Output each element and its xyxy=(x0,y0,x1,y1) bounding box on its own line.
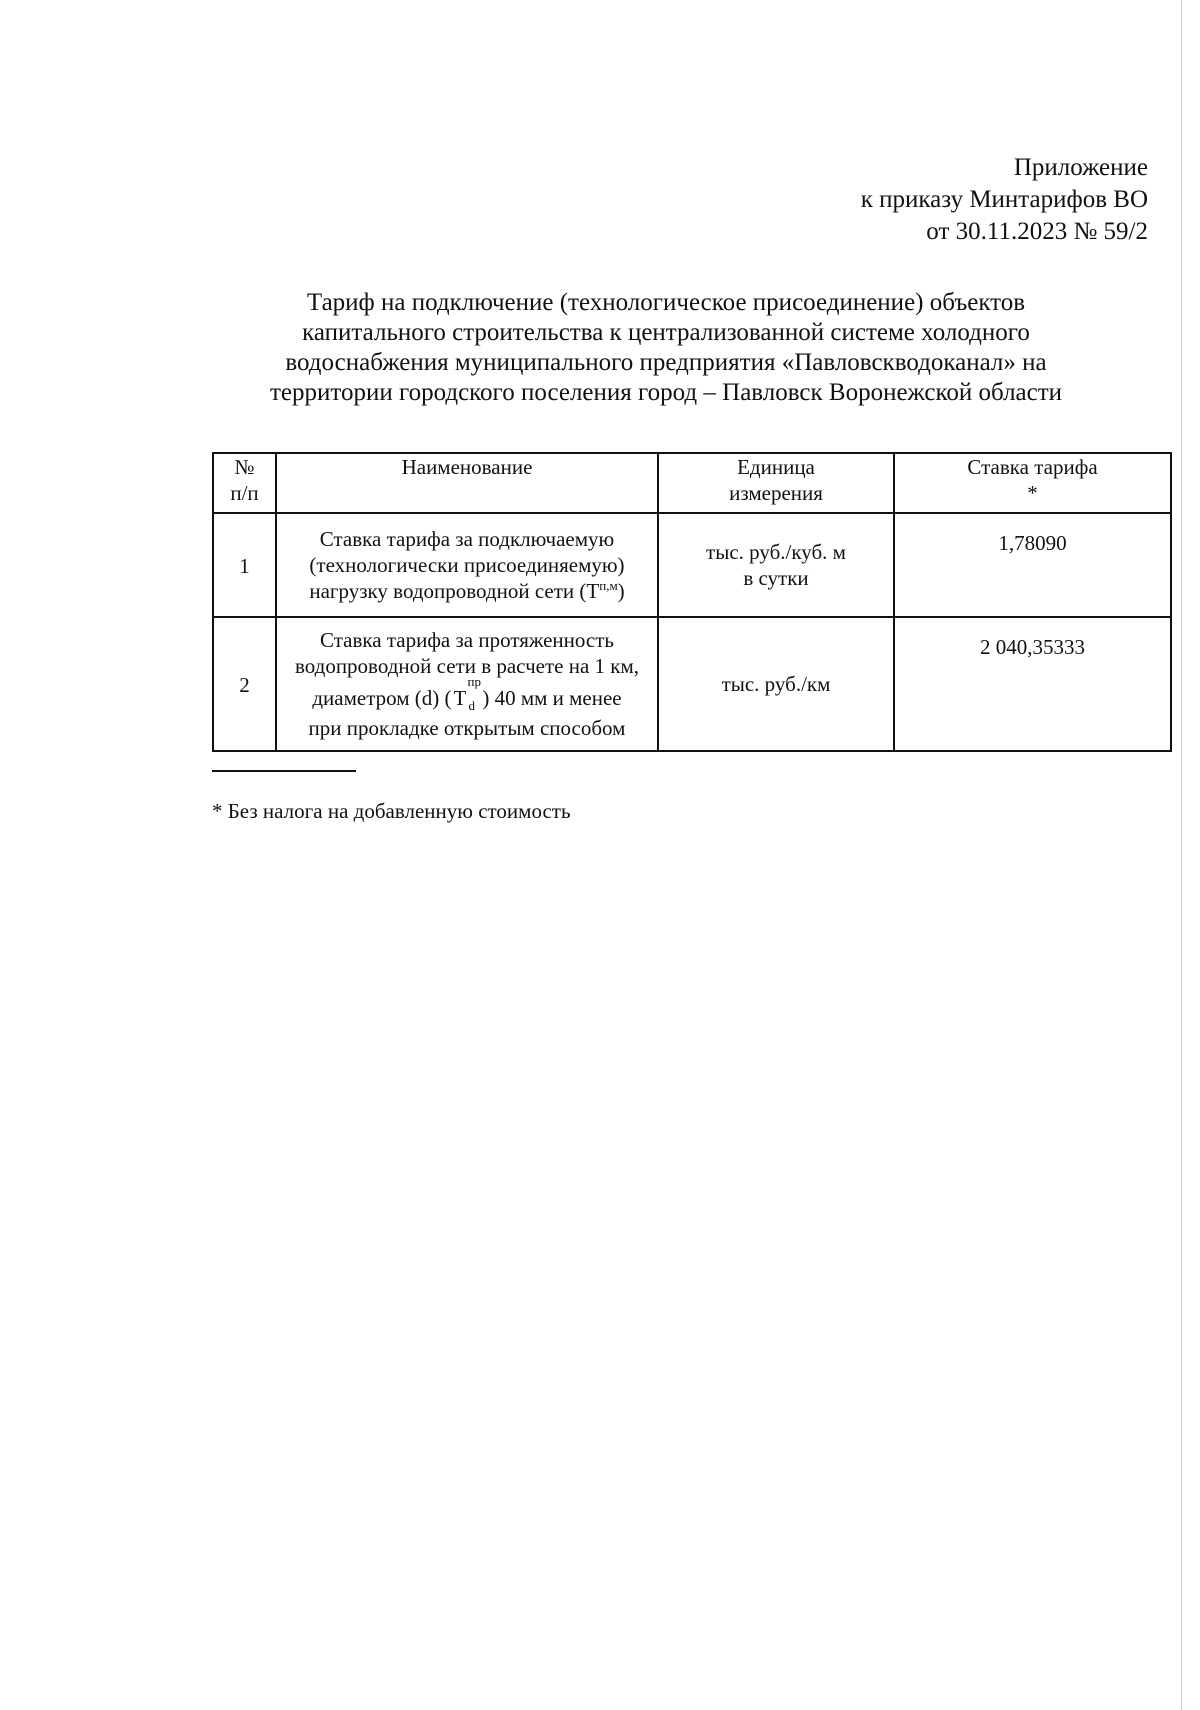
row-2-num: 2 xyxy=(213,617,276,751)
document-title xyxy=(200,288,1132,408)
row-2-name-line-3 xyxy=(281,674,653,715)
tariff-symbol xyxy=(453,674,481,713)
table-row xyxy=(213,617,1171,751)
row-1-name xyxy=(276,513,658,617)
row-1-rate: 1,78090 xyxy=(894,513,1171,617)
appendix-header xyxy=(628,152,1148,248)
tariff-symbol-base: Т xyxy=(453,686,467,710)
header-unit-line-1: Единица xyxy=(737,455,815,479)
tariff-symbol-subscript: d xyxy=(468,698,475,713)
appendix-line-1: Приложение xyxy=(1013,154,1148,181)
table-row xyxy=(213,513,1171,617)
header-rate xyxy=(894,453,1171,513)
scan-edge xyxy=(1181,0,1182,1710)
title-line-2: капитального строительства к централизованной системе холодного xyxy=(302,319,1030,346)
row-2-name-line-4: при прокладке открытым способом xyxy=(308,716,626,740)
row-1-name-line-2: (технологически присоединяемую) xyxy=(309,553,625,577)
row-1-name-line-3-end: ) xyxy=(617,579,625,603)
header-num xyxy=(213,453,276,513)
row-2-name xyxy=(276,617,658,751)
row-2-unit xyxy=(658,617,894,751)
row-1-name-line-1: Ставка тарифа за подключаемую xyxy=(319,527,615,551)
row-2-name-line-3-post: ) 40 мм и менее xyxy=(482,686,622,710)
tariff-symbol-superscript: пр xyxy=(467,674,481,689)
title-line-3: водоснабжения муниципального предприятия «Павловскводоканал» на xyxy=(285,349,1047,376)
row-1-name-line-3 xyxy=(281,578,653,604)
header-rate-line-1: Ставка тарифа xyxy=(967,455,1098,479)
title-line-4: территории городского поселения город – Павловск Воронежской области xyxy=(269,379,1063,406)
title-line-1: Тариф на подключение (технологическое присоединение) объектов xyxy=(306,289,1026,316)
row-1-name-superscript: п,м xyxy=(599,578,618,593)
row-1-unit-line-1: тыс. руб./куб. м xyxy=(706,540,846,564)
row-1-name-line-3-text: нагрузку водопроводной сети (Т xyxy=(309,579,600,603)
row-2-rate: 2 040,35333 xyxy=(894,617,1171,751)
row-2-name-line-2: водопроводной сети в расчете на 1 км, xyxy=(294,654,640,678)
table-header-row xyxy=(213,453,1171,513)
row-2-name-line-1: Ставка тарифа за протяженность xyxy=(319,628,615,652)
footnote: * Без налога на добавленную стоимость xyxy=(212,799,571,823)
row-2-unit-text: тыс. руб./км xyxy=(721,672,831,696)
row-1-unit xyxy=(658,513,894,617)
footnote-divider xyxy=(212,770,356,772)
row-1-num: 1 xyxy=(213,513,276,617)
header-num-line-2: п/п xyxy=(230,481,259,505)
appendix-line-3: от 30.11.2023 № 59/2 xyxy=(926,218,1148,245)
header-name xyxy=(276,453,658,513)
header-name-text: Наименование xyxy=(401,455,533,479)
header-unit xyxy=(658,453,894,513)
row-1-unit-line-2: в сутки xyxy=(743,566,809,590)
row-2-name-line-3-pre: диаметром (d) ( xyxy=(312,686,452,710)
appendix-line-2: к приказу Минтарифов ВО xyxy=(860,186,1148,213)
tariff-table xyxy=(212,452,1172,752)
header-rate-line-2: * xyxy=(1027,481,1038,505)
header-num-line-1: № xyxy=(234,455,255,479)
header-unit-line-2: измерения xyxy=(729,481,823,505)
